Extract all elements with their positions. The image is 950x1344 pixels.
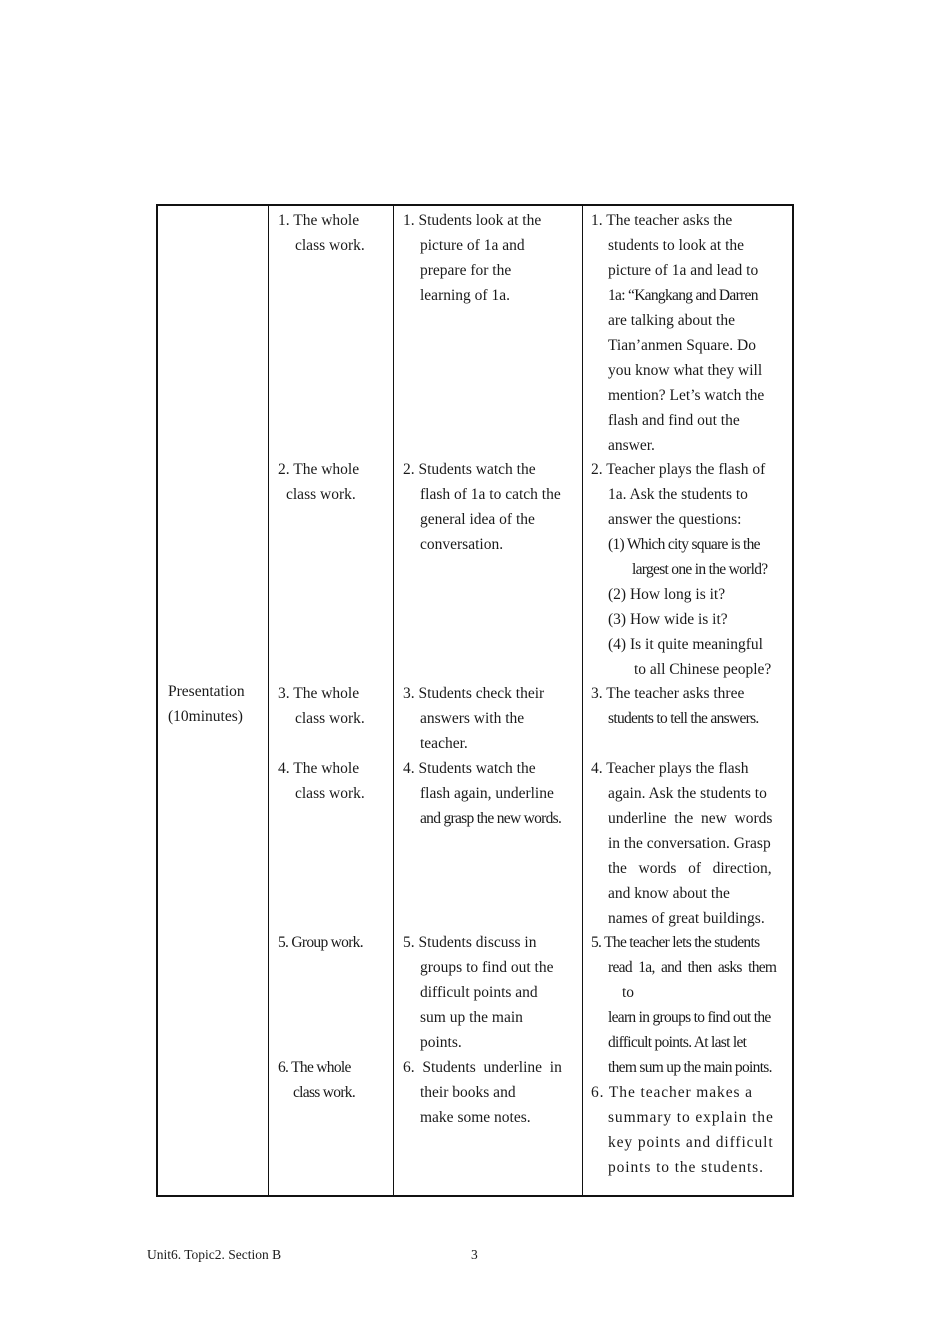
form-cell-3: 3. The whole class work. <box>278 685 365 727</box>
column-divider <box>582 206 583 1195</box>
students-cell-5: 5. Students discuss in groups to find out the difficult points and sum up the main points. <box>403 934 554 1051</box>
teacher-cell-2: 2. Teacher plays the flash of 1a. Ask the students to answer the questions: (1) Which city square is the largest one in the world? (2) How long is it? (3) How wide is it? (4) Is it quite meaningful to all Chinese people? <box>591 461 772 678</box>
teacher-cell-5: 5. The teacher lets the students read 1a, and then asks them to learn in groups to find out the difficult points. At last let them sum up the main points. <box>591 934 777 1076</box>
column-divider <box>393 206 394 1195</box>
lesson-table <box>156 204 794 1197</box>
stage-duration: (10minutes) <box>168 708 243 725</box>
teacher-cell-6: 6. The teacher makes a summary to explain the key points and difficult points to the students. <box>591 1084 774 1176</box>
stage-cell <box>168 679 245 729</box>
students-cell-3: 3. Students check their answers with the teacher. <box>403 685 545 752</box>
form-cell-1: 1. The whole class work. <box>278 212 365 254</box>
page-number: 3 <box>471 1247 478 1262</box>
students-cell-1: 1. Students look at the picture of 1a and prepare for the learning of 1a. <box>403 212 542 304</box>
form-cell-2: 2. The whole class work. <box>278 461 360 503</box>
students-cell-2: 2. Students watch the flash of 1a to catch the general idea of the conversation. <box>403 461 561 553</box>
column-divider <box>268 206 269 1195</box>
teacher-cell-4: 4. Teacher plays the flash again. Ask the students to underline the new words in the conversation. Grasp the words of direction, and know about the names of great buildings. <box>591 760 773 927</box>
students-cell-4: 4. Students watch the flash again, underline and grasp the new words. <box>403 760 562 827</box>
footer-title: Unit6. Topic2. Section B <box>147 1247 282 1262</box>
form-cell-6: 6. The whole class work. <box>278 1059 356 1101</box>
students-cell-6: 6. Students underline in their books and make some notes. <box>403 1059 562 1126</box>
teacher-cell-1: 1. The teacher asks the students to look at the picture of 1a and lead to 1a: “Kangkang and Darren are talking about the Tian’anmen Square. Do you know what they will mention? Let’s watch the flash and find out the answer. <box>591 212 765 454</box>
teacher-cell-3: 3. The teacher asks three students to tell the answers. <box>591 685 759 727</box>
form-cell-5: 5. Group work. <box>278 934 363 951</box>
stage-name: Presentation <box>168 683 245 700</box>
form-cell-4: 4. The whole class work. <box>278 760 365 802</box>
